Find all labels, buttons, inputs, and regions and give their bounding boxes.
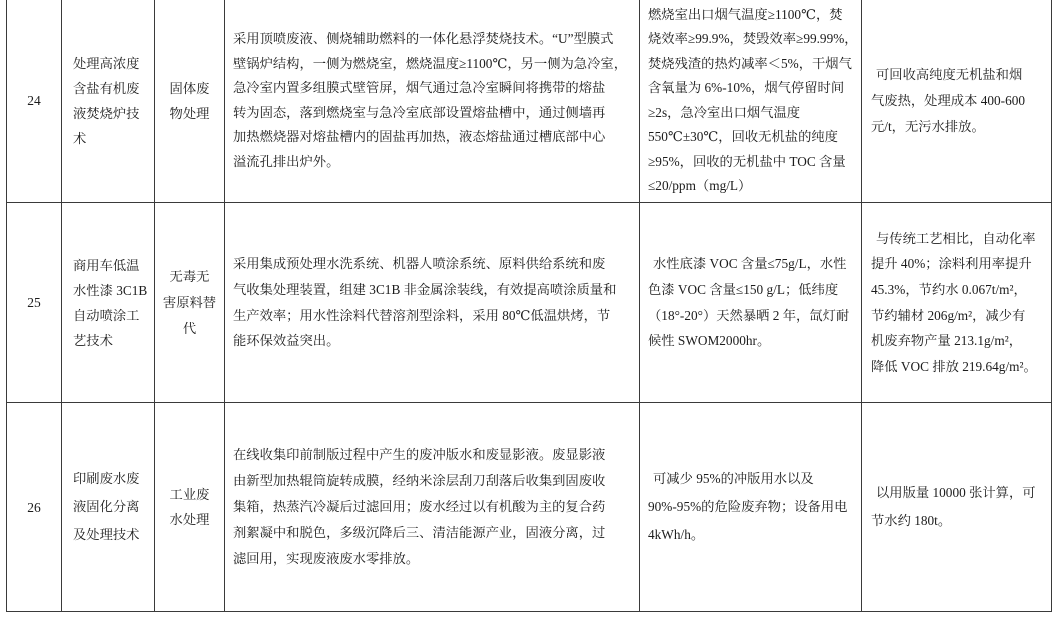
cell-description [225, 203, 640, 403]
text-line: 无毒无 [169, 268, 210, 284]
text-line: 液固化分离 [73, 499, 140, 514]
text-line: 物处理 [169, 105, 210, 121]
text-line: 能环保效益突出。 [233, 333, 340, 349]
text-line: 溢流孔排出炉外。 [233, 153, 340, 169]
text-line: 候性 SWOM2000hr。 [648, 333, 771, 349]
text-line: 及处理技术 [73, 527, 140, 542]
text-line: 工业废 [169, 487, 210, 502]
text-line: ≥2s，急冷室出口烟气温度 [648, 104, 801, 120]
text-line: 集箱，热蒸汽冷凝后过滤回用；废水经过以有机酸为主的复合药 [233, 499, 606, 514]
cell-category [155, 403, 225, 612]
cell-number [6, 203, 62, 403]
text-line: 4kWh/h。 [648, 527, 705, 542]
cell-benefits [862, 203, 1052, 403]
text-line: 壁锅炉结构，一侧为燃烧室，燃烧温度≥1100℃，另一侧为急冷室， [233, 55, 627, 71]
row-number: 24 [27, 93, 41, 108]
row-number: 25 [27, 295, 41, 310]
cell-indicators [640, 0, 862, 203]
text-line: 商用车低温 [73, 257, 140, 273]
text-line: （18°-20°）天然暴晒 2 年，氙灯耐 [648, 307, 850, 323]
text-line: 90%-95%的危险废弃物；设备用电 [648, 499, 848, 514]
cell-number [6, 403, 62, 612]
text-line: 害原料替 [162, 294, 217, 310]
text-line: 术 [73, 130, 87, 146]
table-row [0, 203, 1056, 403]
text-line: 含氧量为 6%-10%，烟气停留时间 [648, 80, 845, 95]
text-line: 加热燃烧器对熔盐槽内的固盐再加热，液态熔盐通过槽底部中心 [233, 129, 606, 144]
text-line: 水性底漆 VOC 含量≤75g/L，水性 [653, 256, 847, 272]
text-line: 节约辅材 206g/m²，减少有 [871, 307, 1026, 323]
text-line: 45.3%，节约水 0.067t/m²， [871, 281, 1027, 297]
text-line: 代 [182, 320, 197, 336]
text-line: 在线收集印前制版过程中产生的废冲版水和废显影液。废显影液 [233, 447, 606, 462]
text-line: 提升 40%；涂料利用率提升 [871, 256, 1032, 272]
text-line: 可减少 95%的冲版用水以及 [653, 471, 814, 486]
text-line: 艺技术 [73, 332, 113, 348]
text-line: 采用集成预处理水洗系统、机器人喷涂系统、原料供给系统和废 [233, 256, 606, 272]
text-line: 与传统工艺相比，自动化率 [876, 230, 1036, 246]
text-line: ≤20/ppm（mg/L） [648, 178, 752, 193]
text-line: 可回收高纯度无机盐和烟 [876, 66, 1023, 82]
cell-indicators [640, 203, 862, 403]
cell-benefits [862, 403, 1052, 612]
cell-benefits [862, 0, 1052, 203]
row-number: 26 [27, 499, 41, 515]
cell-category [155, 0, 225, 203]
text-line: 元/t，无污水排放。 [871, 118, 985, 134]
text-line: 剂絮凝中和脱色，多级沉降后三、清洁能源产业，固液分离，过 [233, 525, 606, 540]
cell-tech-name [62, 0, 155, 203]
text-line: 燃烧室出口烟气温度≥1100℃，焚 [648, 6, 843, 22]
text-line: 采用顶喷废液、侧烧辅助燃料的一体化悬浮焚烧技术。“U”型膜式 [233, 31, 614, 46]
text-line: ≥95%，回收的无机盐中 TOC 含量 [648, 153, 846, 169]
text-line: 滤回用，实现废液废水零排放。 [233, 551, 420, 566]
cell-tech-name [62, 203, 155, 403]
text-line: 处理高浓度 [73, 55, 140, 71]
text-line: 印刷废水废 [73, 471, 140, 486]
text-line: 由新型加热辊筒旋转成膜，经纳米涂层刮刀刮落后收集到固废收 [233, 473, 606, 488]
text-line: 生产效率；用水性涂料代替溶剂型涂料，采用 80℃低温烘烤，节 [233, 307, 611, 323]
cell-category [155, 203, 225, 403]
text-line: 以用版量 10000 张计算，可 [876, 485, 1036, 500]
cell-number [6, 0, 62, 203]
cell-tech-name [62, 403, 155, 612]
text-line: 自动喷涂工 [73, 307, 140, 323]
text-line: 烧效率≥99.9%，焚毁效率≥99.99%， [648, 31, 858, 46]
text-line: 焚烧残渣的热灼减率＜5%，干烟气 [648, 55, 852, 71]
text-line: 550℃±30℃，回收无机盐的纯度 [648, 129, 838, 144]
text-line: 色漆 VOC 含量≤150 g/L；低纬度 [648, 281, 839, 297]
cell-description [225, 0, 640, 203]
text-line: 降低 VOC 排放 219.64g/m²。 [871, 358, 1037, 374]
text-line: 含盐有机废 [73, 80, 140, 96]
text-line: 节水约 180t。 [871, 513, 952, 528]
text-line: 水处理 [169, 512, 210, 527]
cell-description [225, 403, 640, 612]
table-row [0, 403, 1056, 612]
text-line: 机废弃物产量 213.1g/m²， [871, 333, 1022, 349]
text-line: 气废热，处理成本 400-600 [871, 92, 1026, 108]
text-line: 固体废 [169, 80, 210, 96]
text-line: 转为固态，落到燃烧室与急冷室底部设置熔盐槽中，通过侧墙再 [233, 104, 606, 120]
text-line: 液焚烧炉技 [73, 105, 140, 121]
text-line: 水性漆 3C1B [73, 282, 148, 298]
text-line: 急冷室内置多组膜式壁管屏，烟气通过急冷室瞬间将携带的熔盐 [233, 80, 606, 95]
text-line: 气收集处理装置，组建 3C1B 非金属涂装线，有效提高喷涂质量和 [233, 281, 617, 297]
cell-indicators [640, 403, 862, 612]
table-row [0, 0, 1056, 203]
